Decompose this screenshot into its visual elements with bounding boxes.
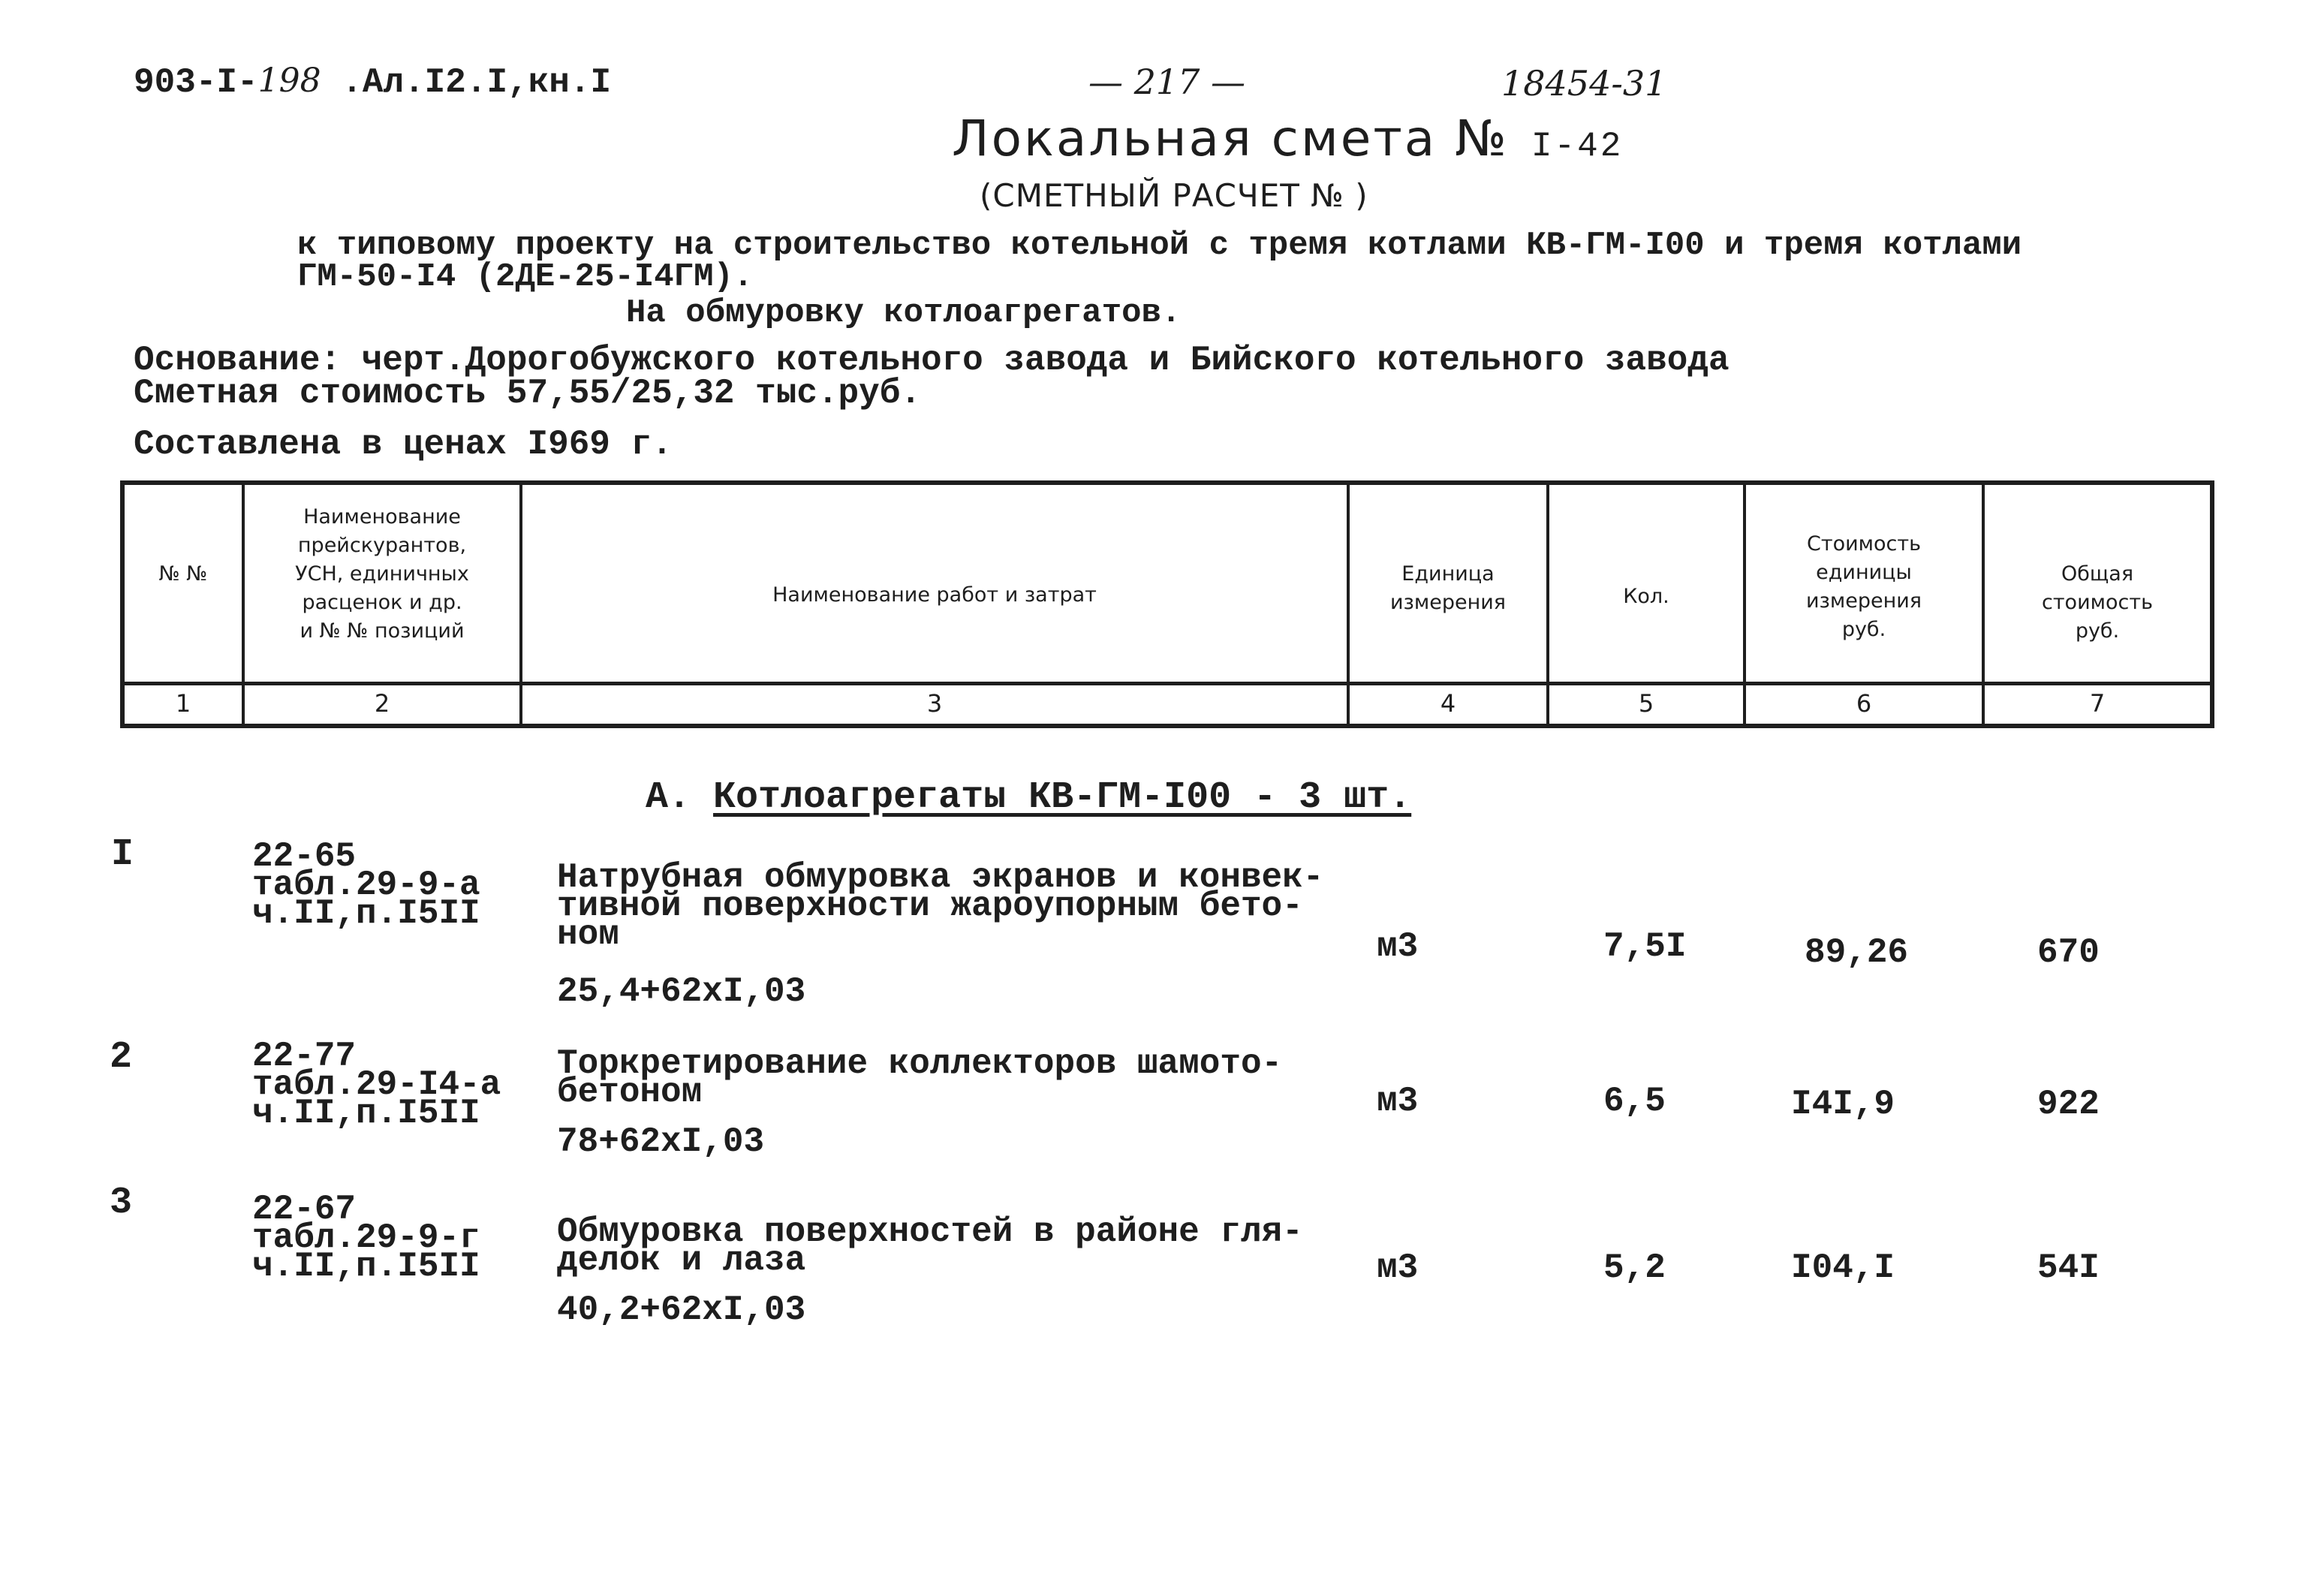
row-quantity: 5,2 [1603, 1248, 1666, 1287]
row-code: 22-65 табл.29-9-а ч.II,п.I5II [252, 837, 480, 933]
row-formula: 40,2+62хI,03 [557, 1290, 806, 1329]
row-number: 2 [110, 1036, 133, 1079]
column-header-2: Наименование прейскурантов, УСН, единичных расценок и др. и № № позиций [295, 505, 469, 643]
estimated-cost: Сметная стоимость 57,55/25,32 тыс.руб. [134, 374, 921, 413]
section-title: Котлоагрегаты КВ-ГМ-I00 - 3 шт. [713, 776, 1412, 819]
column-number-6: 6 [1856, 689, 1872, 718]
archive-number: 18454-31 [1501, 63, 1667, 104]
row-work-name: Торкретирование коллекторов шамото- бетоном [557, 1044, 1283, 1112]
prices-year: Составлена в ценах I969 г. [134, 425, 673, 464]
row-formula: 78+62хI,03 [557, 1122, 765, 1161]
row-unit-cost: I4I,9 [1791, 1085, 1895, 1124]
row-total: 670 [2037, 933, 2100, 972]
row-unit-cost: 89,26 [1805, 933, 1909, 972]
table-header [120, 480, 2214, 728]
row-code: 22-77 табл.29-I4-а ч.II,п.I5II [252, 1037, 501, 1133]
row-total: 54I [2037, 1248, 2100, 1287]
description-line-3: На обмуровку котлоагрегатов. [626, 294, 1182, 332]
row-code: 22-67 табл.29-9-г ч.II,п.I5II [252, 1190, 480, 1286]
column-header-6: Стоимость единицы измерения руб. [1805, 532, 1922, 641]
column-header-1: № № [158, 562, 208, 586]
document-code [134, 62, 611, 102]
description-line-1: к типовому проекту на строительство котельной с тремя котлами КВ-ГМ-I00 и тремя котлами [297, 227, 2022, 264]
column-number-7: 7 [2089, 689, 2106, 718]
document-code-suffix: .Ал.I2.I,кн.I [321, 63, 612, 102]
document-code-prefix: 903-I- [134, 63, 258, 102]
row-quantity: 6,5 [1603, 1082, 1666, 1121]
column-number-1: 1 [175, 689, 191, 718]
row-number: I [111, 833, 134, 876]
subtitle: (СМЕТНЫЙ РАСЧЕТ № ) [980, 177, 1368, 214]
column-number-2: 2 [374, 689, 390, 718]
column-number-3: 3 [926, 689, 943, 718]
row-number: 3 [110, 1182, 133, 1224]
section-prefix: А. [646, 776, 691, 819]
page-title [952, 110, 1623, 167]
column-header-3: Наименование работ и затрат [772, 583, 1097, 607]
row-unit-cost: I04,I [1791, 1248, 1895, 1287]
row-unit: м3 [1377, 1082, 1419, 1121]
row-unit: м3 [1377, 927, 1419, 966]
row-work-name: Обмуровка поверхностей в районе гля- делок и лаза [557, 1212, 1303, 1280]
page-number: — 217 — [1088, 62, 1246, 102]
description-line-2: ГМ-50-I4 (2ДЕ-25-I4ГМ). [297, 258, 754, 296]
title-text: Локальная смета № [952, 110, 1509, 167]
column-number-5: 5 [1638, 689, 1654, 718]
basis-line: Основание: черт.Дорогобужского котельного завода и Бийского котельного завода [134, 341, 1730, 380]
column-header-7: Общая стоимость руб. [2041, 562, 2153, 643]
row-quantity: 7,5I [1603, 927, 1687, 966]
section-heading [646, 776, 1411, 819]
row-total: 922 [2037, 1085, 2100, 1124]
column-header-5: Кол. [1623, 585, 1669, 608]
title-number: I-42 [1531, 127, 1624, 166]
column-header-4: Единица измерения [1389, 562, 1507, 614]
document-code-handwritten: 198 [257, 62, 321, 100]
column-number-4: 4 [1440, 689, 1456, 718]
row-formula: 25,4+62хI,03 [557, 972, 806, 1011]
row-unit: м3 [1377, 1248, 1419, 1287]
row-work-name: Натрубная обмуровка экранов и конвек- тивной поверхности жароупорным бето- ном [557, 858, 1324, 954]
header-divider [125, 682, 2210, 685]
